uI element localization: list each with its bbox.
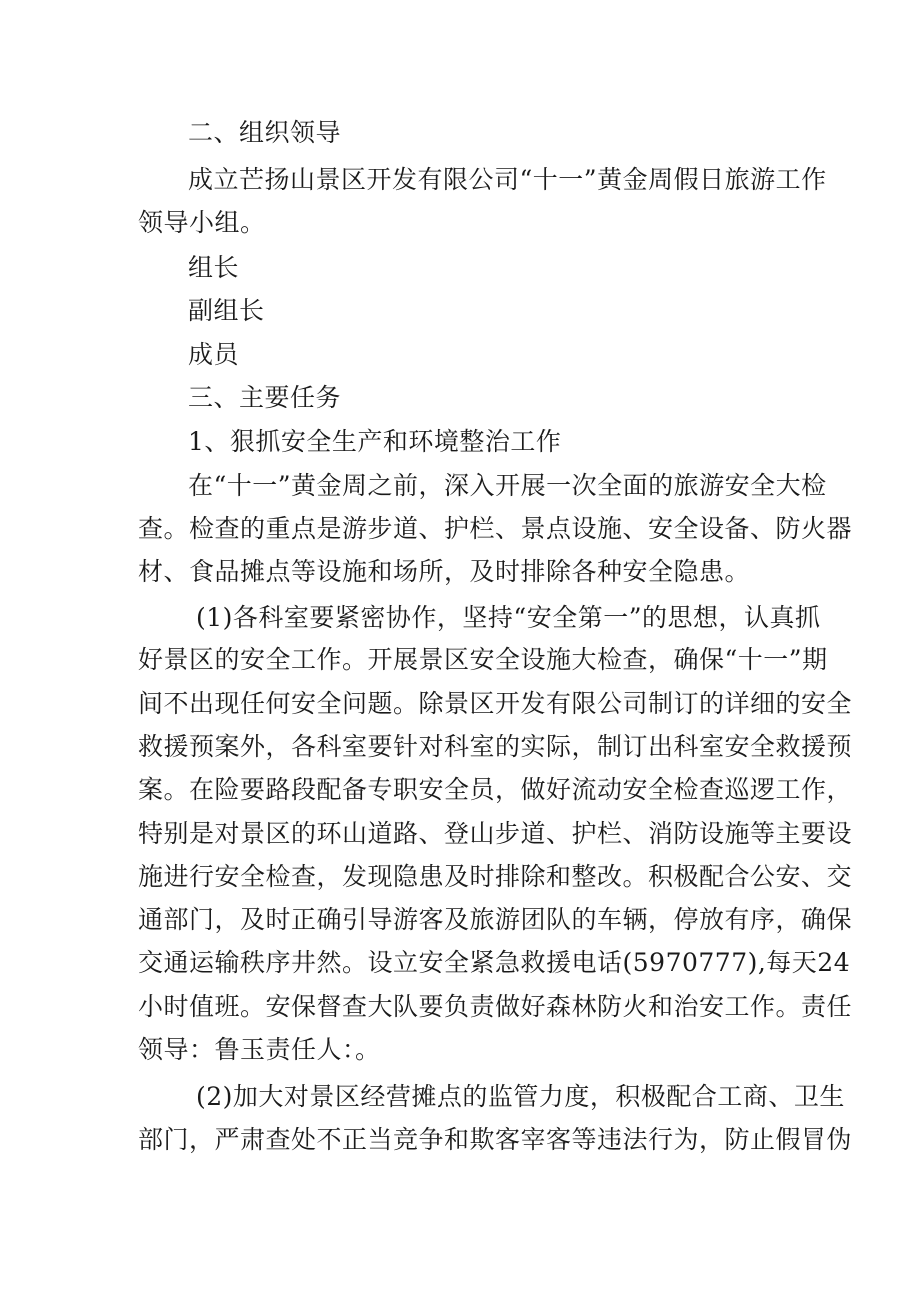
paragraph-line: 领导小组。 [138,208,266,237]
paragraph-line: (1)各科室要紧密协作，坚持“安全第一”的思想，认真抓 [196,603,821,632]
paragraph-line: 领导：鲁玉责任人：。 [138,1035,381,1064]
section-heading-organization: 二、组织领导 [188,118,342,147]
paragraph-line: (2)加大对景区经营摊点的监管力度，积极配合工商、卫生 [196,1082,845,1111]
role-leader: 组长 [188,253,240,282]
paragraph-line: 间不出现任何安全问题。除景区开发有限公司制订的详细的安全 [138,689,853,718]
paragraph-line: 通部门，及时正确引导游客及旅游团队的车辆，停放有序，确保 [138,905,853,934]
paragraph-line: 部门，严肃查处不正当竞争和欺客宰客等违法行为，防止假冒伪 [138,1125,853,1154]
section-heading-tasks: 三、主要任务 [188,383,342,412]
paragraph-line: 小时值班。安保督查大队要负责做好森林防火和治安工作。责任 [138,992,853,1021]
paragraph-line: 材、食品摊点等设施和场所，及时排除各种安全隐患。 [138,557,751,586]
paragraph-line: 在“十一”黄金周之前，深入开展一次全面的旅游安全大检 [188,471,827,500]
role-members: 成员 [188,340,240,369]
paragraph-line: 救援预案外，各科室要针对科室的实际，制订出科室安全救援预 [138,732,853,761]
paragraph-line: 施进行安全检查，发现隐患及时排除和整改。积极配合公安、交 [138,862,853,891]
paragraph-line: 好景区的安全工作。开展景区安全设施大检查，确保“十一”期 [138,645,828,674]
paragraph-line: 案。在险要路段配备专职安全员，做好流动安全检查巡逻工作， [138,775,853,804]
sub-heading-safety: 1、狠抓安全生产和环境整治工作 [188,427,562,456]
paragraph-line: 特别是对景区的环山道路、登山步道、护栏、消防设施等主要设 [138,819,853,848]
paragraph-line: 交通运输秩序井然。设立安全紧急救援电话(5970777),每天24 [138,948,851,977]
role-deputy-leader: 副组长 [188,296,265,325]
paragraph-line: 查。检查的重点是游步道、护栏、景点设施、安全设备、防火器 [138,514,853,543]
paragraph-line: 成立芒扬山景区开发有限公司“十一”黄金周假日旅游工作 [188,165,827,194]
